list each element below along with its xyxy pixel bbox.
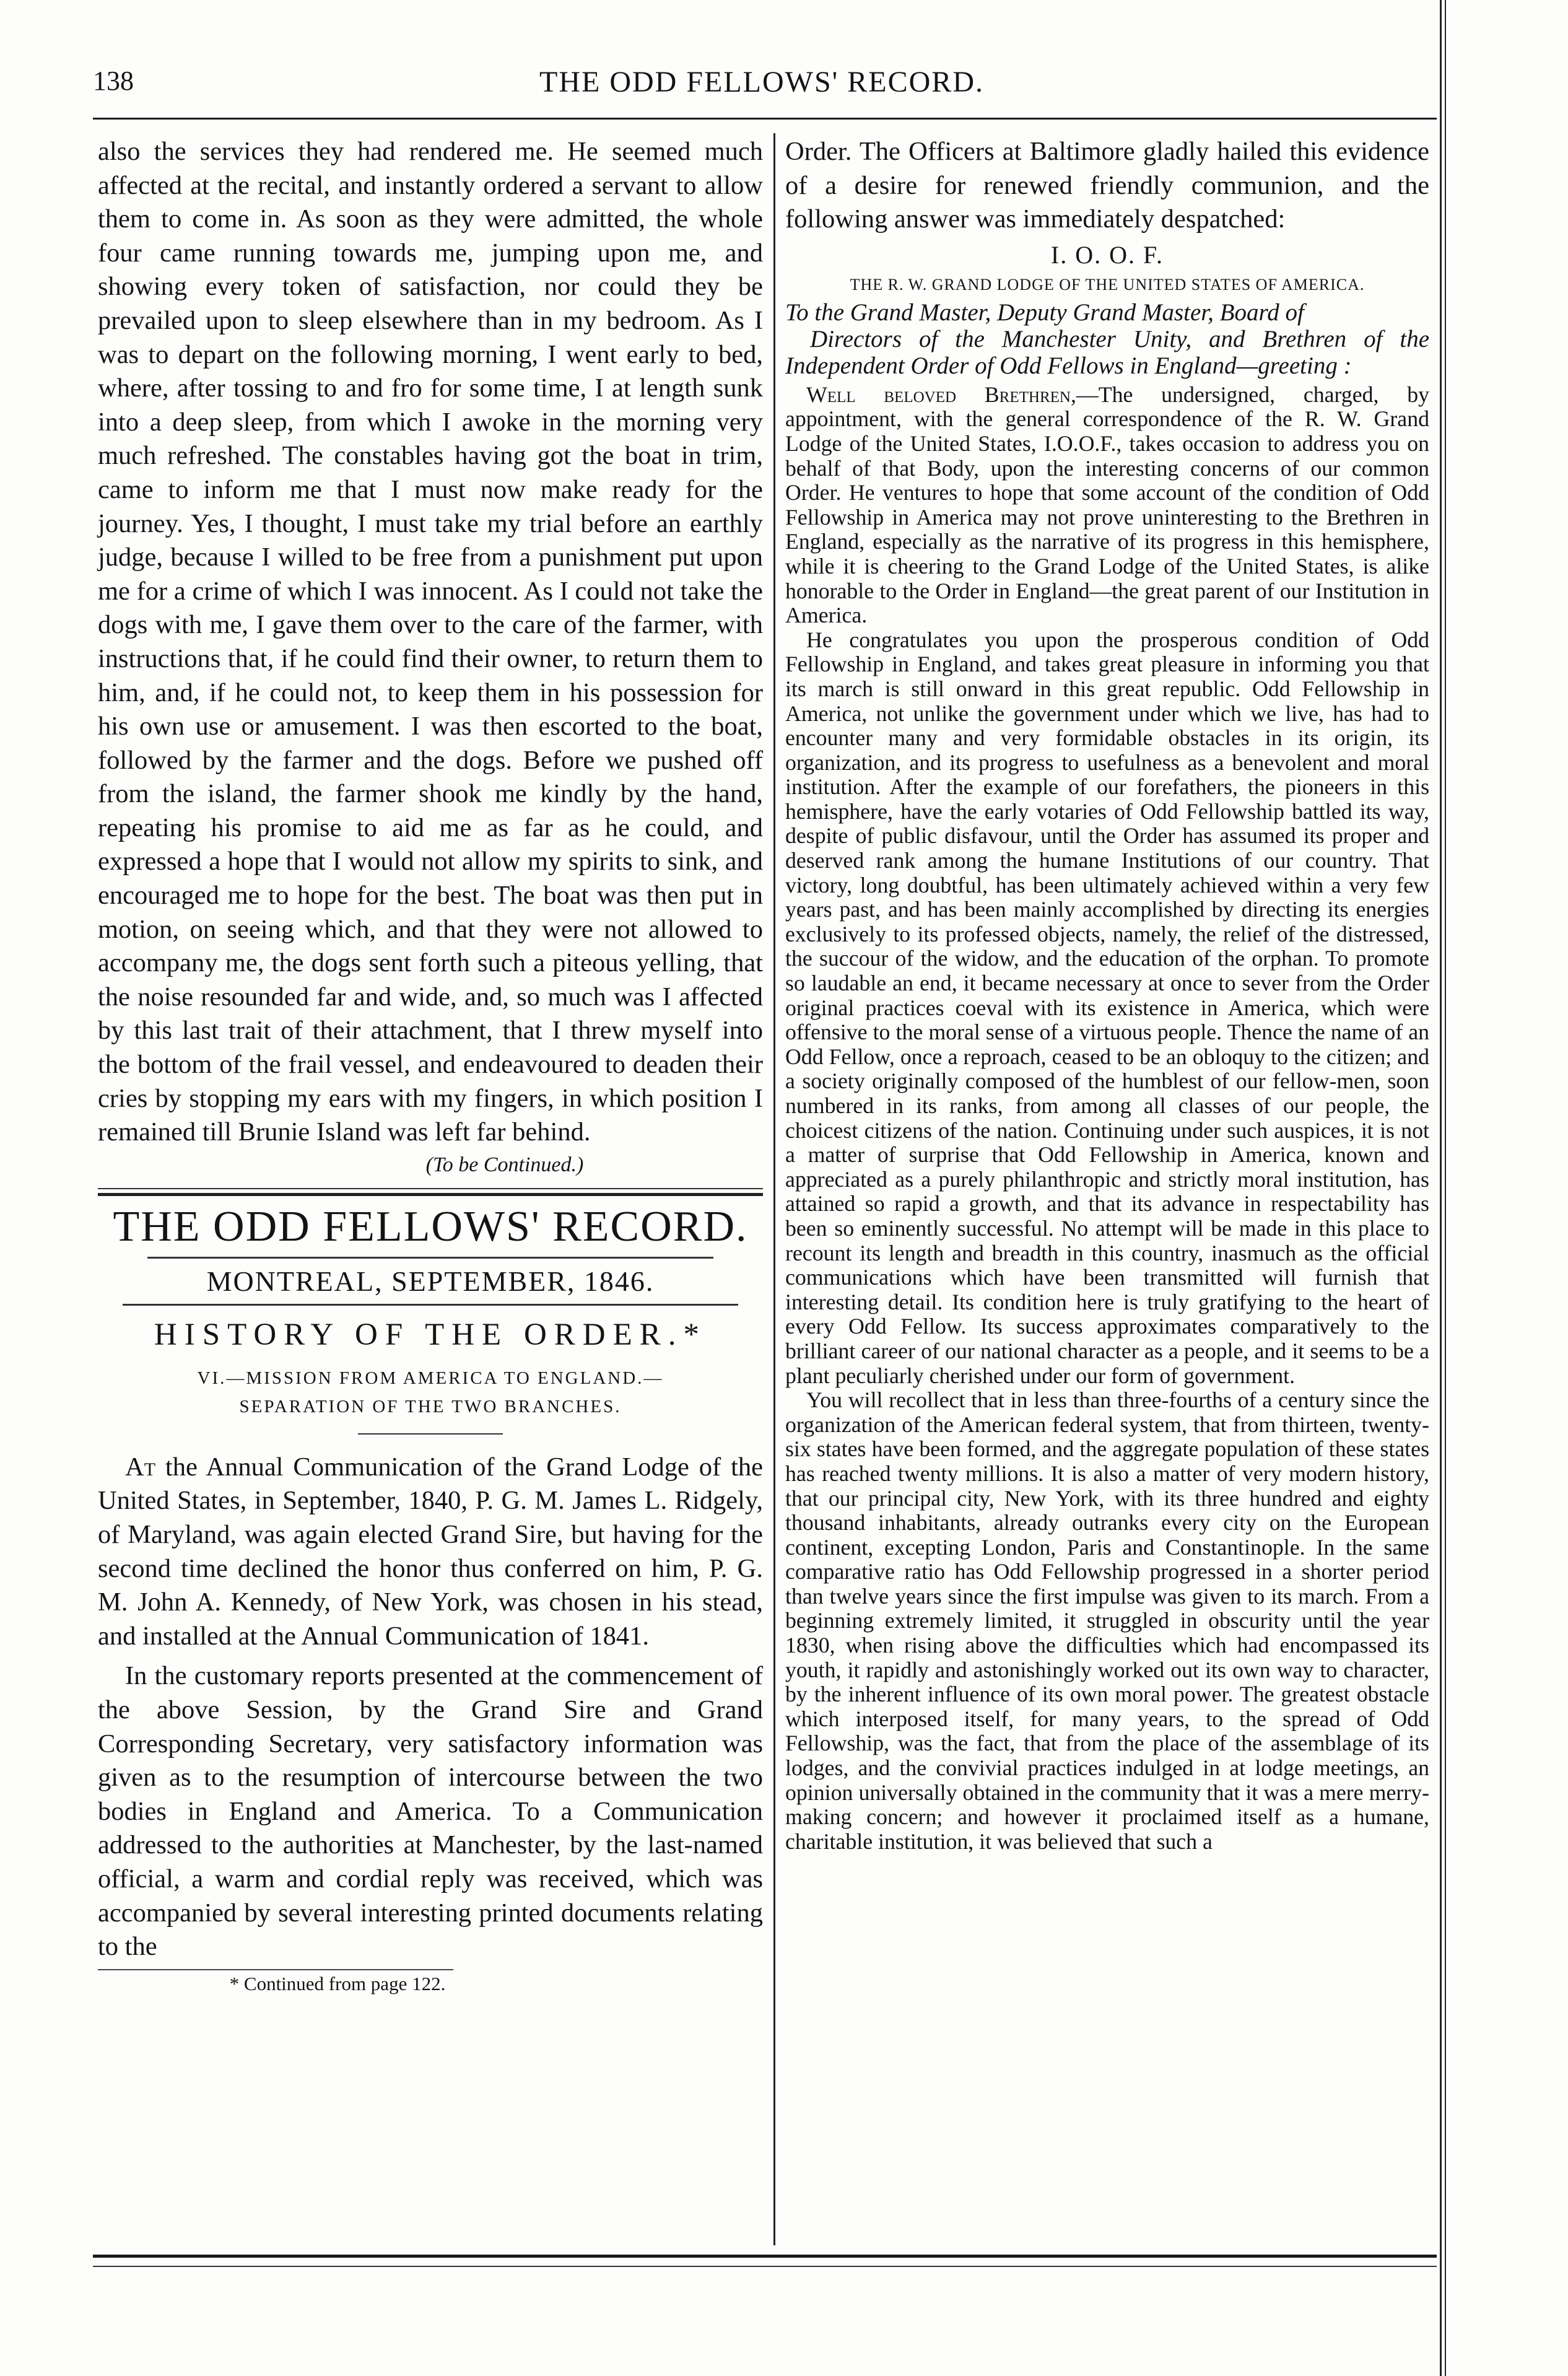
salutation: Well beloved Brethren, <box>806 382 1076 407</box>
page-number: 138 <box>93 66 134 96</box>
to-be-continued-note: (To be Continued.) <box>425 1153 584 1176</box>
dateline: MONTREAL, SEPTEMBER, 1846. <box>206 1265 655 1297</box>
header-rule <box>93 118 1437 120</box>
grand-lodge-heading: THE R. W. GRAND LODGE OF THE UNITED STATES OF AMERICA. <box>850 275 1365 294</box>
masthead-rule-thin <box>98 1188 763 1189</box>
masthead-rule-thick <box>98 1193 763 1196</box>
lead-word: At <box>125 1452 156 1482</box>
section-heading: HISTORY OF THE ORDER.* <box>154 1317 707 1352</box>
letter-address-line-2: Directors of the Manchester Unity, and Brethren of the Independent Order of Odd Fellows in England—greeting : <box>785 325 1429 379</box>
masthead-ornament-rule <box>147 1257 713 1259</box>
subheading-rule <box>358 1433 503 1435</box>
bottom-rule-thick <box>93 2255 1437 2258</box>
story-continuation: also the services they had rendered me. He seemed much affected at the recital, and instantly ordered a servant to allow them to come in. As soon as they were admitted, the whole four came running towards me, jumping upon me, and showing every token of satisfaction, nor could they be prevailed upon to sleep elsewhere than in my bedroom. As I was to depart on the following morning, I went early to bed, where, after tossing to and fro for some time, I at length sunk into a deep sleep, from which I awoke in the morning very much refreshed. The constables having got the boat in trim, came to inform me that I must now make ready for the journey. Yes, I thought, I must take my trial before an earthly judge, because I willed to be free from a punishment put upon me for a crime of which I was innocent. As I could not take the dogs with me, I gave them over to the care of the farmer, with instructions that, if he could find their owner, to return them to him, and, if he could not, to keep them in his possession for his own use or amusement. I was then escorted to the boat, followed by the farmer and the dogs. Before we pushed off from the island, the farmer shook me kindly by the hand, repeating his promise to aid me as far as he could, and expressed a hope that I would not allow my spirits to sink, and encouraged me to hope for the best. The boat was then put in motion, on seeing which, and that they were not allowed to accompany me, the dogs sent forth such a piteous yelling, that the noise resounded far and wide, and, so much was I affected by this last trait of their attachment, that I threw myself into the bottom of the frail vessel, and endeavoured to deaden their cries by stopping my ears with my fingers, in which position I remained till Brunie Island was left far behind. <box>98 137 763 1147</box>
letter-paragraph-3: You will recollect that in less than three-fourths of a century since the organization of the American federal system, that from thirteen, twenty-six states have been formed, and the aggregate population of these states has reached twenty millions. It is also a matter of very modern history, that our principal city, New York, with its three hundred and eighty thousand inhabitants, already outranks every city on the European continent, excepting London, Paris and Constantinople. In the same comparative ratio has Odd Fellowship progressed in a shorter period than twelve years since the first impulse was given to its march. From a beginning extremely limited, it struggled in obscurity until the year 1830, when rising above the difficulties which had encompassed its youth, it rapidly and astonishingly worked out its own way to character, by the inherent influence of its own moral power. The greatest obstacle which interposed itself, for many years, to the spread of Odd Fellowship, was the fact, that from the place of the assemblage of its lodges, and the convivial practices indulged in at lodge meetings, an opinion universally obtained in the community that it was a mere merry-making concern; and however it proclaimed itself as a humane, charitable institution, it was believed that such a <box>785 1387 1429 1854</box>
letter-paragraph-2: He congratulates you upon the prosperous condition of Odd Fellowship in England, and takes great pleasure in informing you that its march is still onward in this great republic. Odd Fellowship in America, not unlike the government under which we live, has had to encounter many and very formidable obstacles in its origin, its organization, and its progress to usefulness as a benevolent and moral institution. After the example of our forefathers, the pioneers in this hemisphere, have the early votaries of Odd Fellowship battled its way, despite of public disfavour, until the Order has assumed its proper and deserved rank among the humane Institutions of our country. That victory, long doubtful, has been ultimately achieved within a very few years past, and has been mainly accomplished by directing its energies exclusively to its professed objects, namely, the relief of the distressed, the succour of the widow, and the education of the orphan. To promote so laudable an end, it became necessary at once to sever from the Order original practices coeval with its existence in America, which were offensive to the moral sense of a virtuous people. Thence the name of an Odd Fellow, once a reproach, ceased to be an obloquy to the citizen; and a society originally composed of the humblest of our fellow-men, soon numbered in its ranks, from among all classes of our people, the choicest citizens of the nation. Continuing under such auspices, it is not a matter of surprise that Odd Fellowship in America, known and appreciated as a purely philanthropic and strictly moral institution, has attained so rapid a growth, and that its advance in respectability has been so eminently successful. No attempt will be made in this place to recount its length and breadth in this country, inasmuch as the official communications which have been transmitted will furnish that interesting detail. Its condition here is truly gratifying to the heart of every Odd Fellow. Its success approximates comparatively to the brilliant career of our national character as a people, and it seems to be a plant peculiarly cherished under our form of government. <box>785 627 1429 1388</box>
dateline-ornament-rule <box>123 1304 738 1306</box>
history-paragraph-1 <box>98 1451 763 1654</box>
history-paragraph-2: In the customary reports presented at the commencement of the above Session, by the Grand Sire and Grand Corresponding Secretary, very satisfactory information was given as to the resumption of intercourse between the two bodies in England and America. To a Communication addressed to the authorities at Manchester, by the last-named official, a warm and cordial reply was received, which was accompanied by several interesting printed documents relating to the <box>98 1661 763 1962</box>
page-edge-line <box>1440 0 1442 2376</box>
column-divider <box>773 133 775 2245</box>
letter-paragraph-1-text: —The undersigned, charged, by appointment, with the general correspondence of the R. W. Grand Lodge of the United States, I.O.O.F., takes occasion to address you on behalf of that Body, upon the interesting concerns of our common Order. He ventures to hope that some account of the condition of Odd Fellowship in America may not prove uninteresting to the Brethren in England, especially as the narrative of its progress in this hemisphere, while it is cheering to the Grand Lodge of the United States, is alike honorable to the Order in England—the great parent of our Institution in America. <box>785 382 1430 628</box>
right-column <box>785 135 1429 1854</box>
letter-address <box>785 299 1429 379</box>
page-header <box>93 65 1431 108</box>
bottom-rule-thin <box>93 2266 1437 2267</box>
masthead-title: THE ODD FELLOWS' RECORD. <box>113 1202 748 1251</box>
footnote: * Continued from page 122. <box>229 1972 446 1994</box>
history-paragraph-1-text: the Annual Communication of the Grand Lodge of the United States, in September, 1840, P. G. M. James L. Ridgely, of Maryland, was again elected Grand Sire, but having for the second time declined the honor thus conferred on him, P. G. M. John A. Kennedy, of New York, was chosen in his stead, and installed at the Annual Communication of 1841. <box>98 1452 763 1651</box>
page-edge-line-inner <box>1445 0 1446 2376</box>
letter-address-line-1: To the Grand Master, Deputy Grand Master, Board of <box>785 299 1304 326</box>
footnote-rule <box>98 1969 453 1970</box>
left-column <box>98 135 763 1995</box>
subheading-line-2: SEPARATION OF THE TWO BRANCHES. <box>239 1396 622 1417</box>
running-title: THE ODD FELLOWS' RECORD. <box>539 66 984 98</box>
right-paragraph-1: Order. The Officers at Baltimore gladly hailed this evidence of a desire for renewed friendly communion, and the following answer was immediately despatched: <box>785 137 1429 234</box>
ioof-heading: I. O. O. F. <box>1050 240 1164 269</box>
subheading-line-1: VI.—MISSION FROM AMERICA TO ENGLAND.— <box>197 1368 664 1388</box>
letter-paragraph-1 <box>785 383 1429 628</box>
